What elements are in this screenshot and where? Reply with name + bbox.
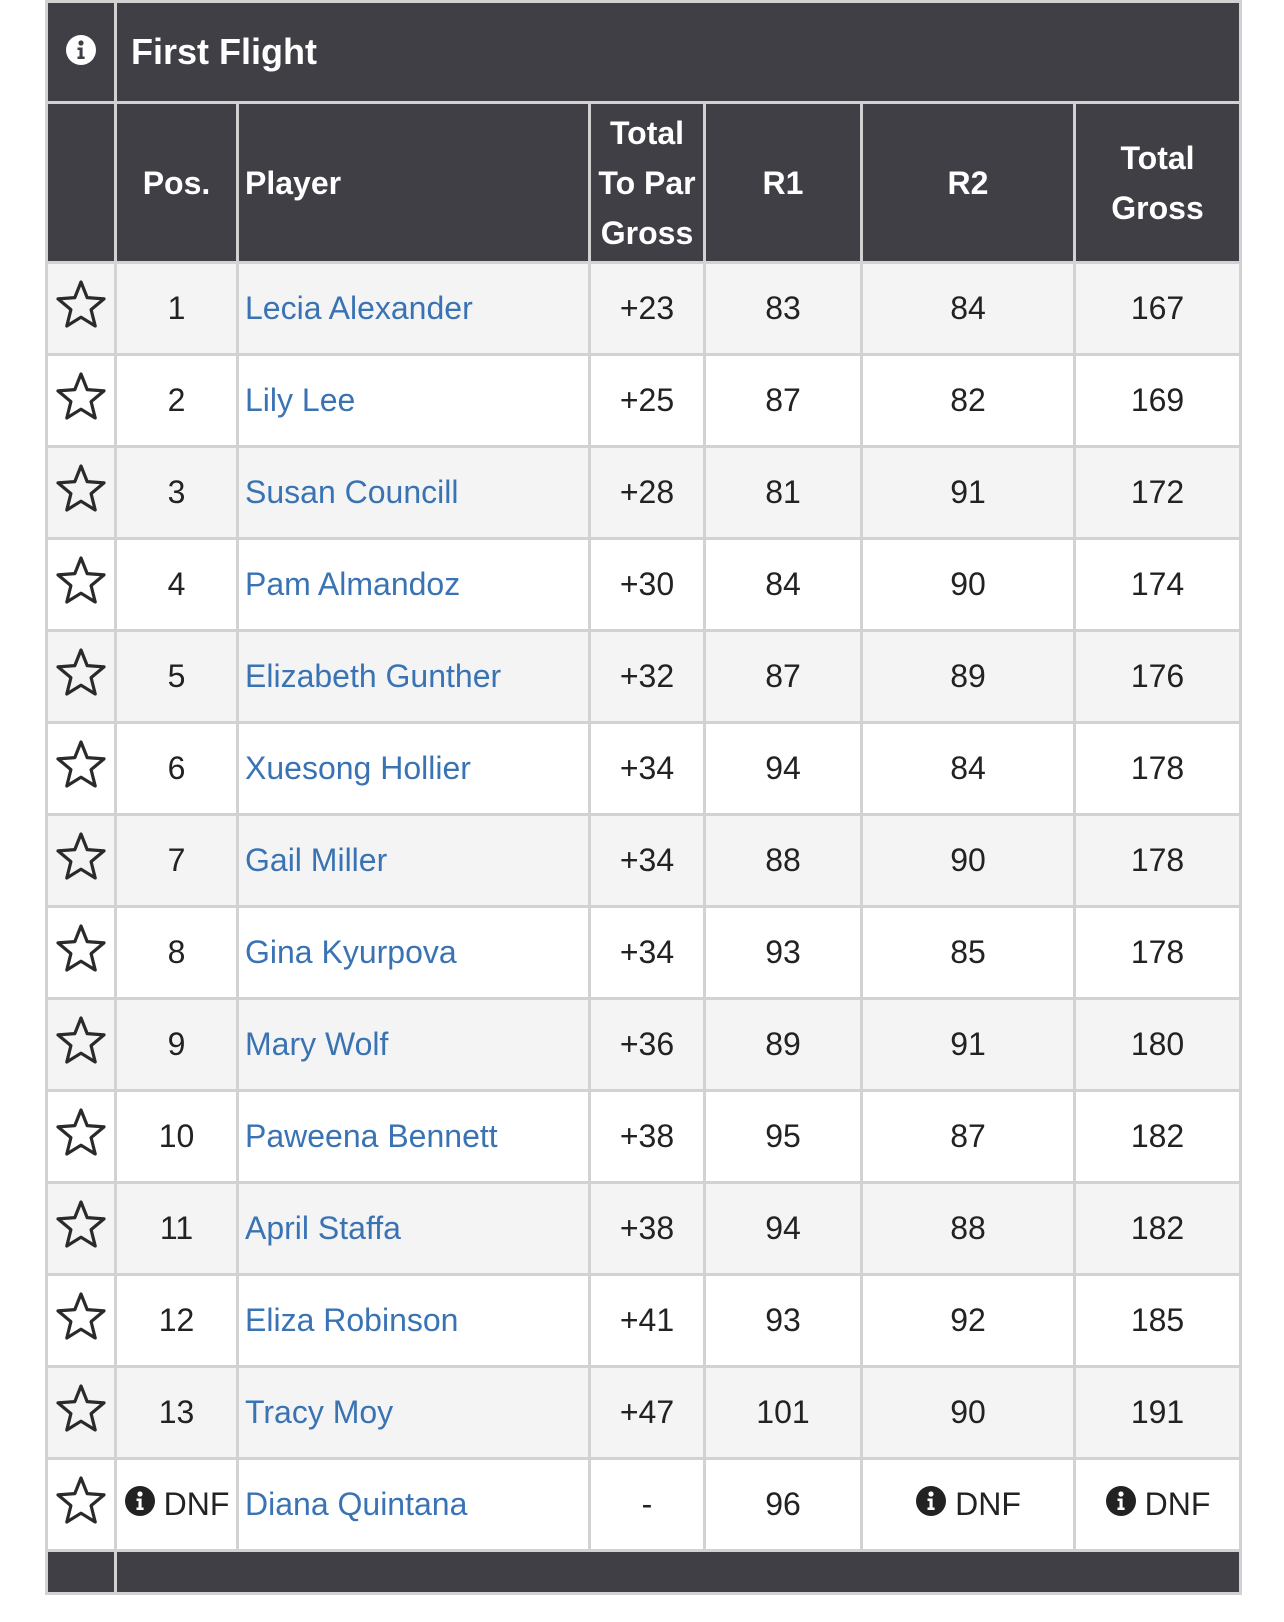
round1-cell: 81 — [705, 447, 862, 539]
dnf-label: DNF — [163, 1486, 230, 1522]
position-cell: 10 — [116, 1091, 238, 1183]
position-cell: 2 — [116, 355, 238, 447]
position-cell: 13 — [116, 1367, 238, 1459]
favorite-cell — [47, 815, 116, 907]
player-cell — [238, 999, 590, 1091]
player-cell — [238, 907, 590, 999]
to-par-cell: +28 — [590, 447, 705, 539]
total-gross-cell — [1075, 1459, 1241, 1551]
player-link[interactable]: Xuesong Hollier — [245, 750, 471, 786]
dnf-status — [1105, 1485, 1211, 1525]
to-par-cell: +34 — [590, 907, 705, 999]
favorite-cell — [47, 1459, 116, 1551]
to-par-cell: +36 — [590, 999, 705, 1091]
round1-cell: 93 — [705, 907, 862, 999]
total-gross-cell: 180 — [1075, 999, 1241, 1091]
star-outline-icon[interactable] — [54, 554, 108, 616]
total-gross-cell: 178 — [1075, 723, 1241, 815]
header-player[interactable]: Player — [238, 103, 590, 263]
to-par-cell: +38 — [590, 1091, 705, 1183]
to-par-cell: +34 — [590, 723, 705, 815]
table-row — [47, 355, 1241, 447]
total-gross-cell: 185 — [1075, 1275, 1241, 1367]
position-cell: 6 — [116, 723, 238, 815]
to-par-cell: +30 — [590, 539, 705, 631]
table-row — [47, 447, 1241, 539]
total-gross-cell: 176 — [1075, 631, 1241, 723]
round2-cell — [862, 1459, 1075, 1551]
star-outline-icon[interactable] — [54, 278, 108, 340]
header-total-gross-line: Gross — [1111, 189, 1204, 226]
table-row — [47, 1275, 1241, 1367]
info-icon[interactable] — [1105, 1485, 1137, 1525]
title-info-cell — [47, 2, 116, 103]
table-row — [47, 1091, 1241, 1183]
round2-cell: 90 — [862, 1367, 1075, 1459]
star-outline-icon[interactable] — [54, 370, 108, 432]
favorite-cell — [47, 1183, 116, 1275]
to-par-cell: +34 — [590, 815, 705, 907]
position-cell: 3 — [116, 447, 238, 539]
round2-cell: 82 — [862, 355, 1075, 447]
header-to-par-line: Gross — [600, 214, 694, 251]
to-par-cell: +41 — [590, 1275, 705, 1367]
star-outline-icon[interactable] — [54, 1106, 108, 1168]
player-link[interactable]: Mary Wolf — [245, 1026, 389, 1062]
round2-cell: 88 — [862, 1183, 1075, 1275]
table-row — [47, 539, 1241, 631]
favorite-cell — [47, 355, 116, 447]
dnf-label: DNF — [955, 1486, 1021, 1522]
round1-cell: 87 — [705, 355, 862, 447]
header-total-gross-line: Total — [1120, 139, 1195, 176]
player-link[interactable]: Elizabeth Gunther — [245, 658, 502, 694]
flight-title: First Flight — [116, 2, 1241, 103]
total-gross-cell: 167 — [1075, 263, 1241, 355]
round2-cell: 90 — [862, 815, 1075, 907]
info-icon[interactable] — [65, 34, 97, 71]
header-favorite — [47, 103, 116, 263]
to-par-cell: +47 — [590, 1367, 705, 1459]
favorite-cell — [47, 723, 116, 815]
header-total-gross[interactable] — [1075, 103, 1241, 263]
star-outline-icon[interactable] — [54, 1290, 108, 1352]
player-link[interactable]: Diana Quintana — [245, 1486, 468, 1522]
star-outline-icon[interactable] — [54, 1474, 108, 1536]
header-r2[interactable]: R2 — [862, 103, 1075, 263]
player-cell — [238, 1459, 590, 1551]
round1-cell: 83 — [705, 263, 862, 355]
player-cell — [238, 1275, 590, 1367]
total-gross-cell: 191 — [1075, 1367, 1241, 1459]
round1-cell: 89 — [705, 999, 862, 1091]
player-link[interactable]: Gail Miller — [245, 842, 388, 878]
total-gross-cell: 172 — [1075, 447, 1241, 539]
favorite-cell — [47, 447, 116, 539]
dnf-status — [124, 1485, 230, 1525]
round2-cell: 84 — [862, 263, 1075, 355]
round1-cell: 101 — [705, 1367, 862, 1459]
position-cell: 9 — [116, 999, 238, 1091]
player-link[interactable]: Pam Almandoz — [245, 566, 461, 602]
favorite-cell — [47, 631, 116, 723]
player-cell — [238, 263, 590, 355]
position-cell: 8 — [116, 907, 238, 999]
dnf-label: DNF — [1144, 1486, 1211, 1522]
header-r1[interactable]: R1 — [705, 103, 862, 263]
total-gross-cell: 182 — [1075, 1183, 1241, 1275]
player-cell — [238, 1183, 590, 1275]
favorite-cell — [47, 263, 116, 355]
table-row — [47, 631, 1241, 723]
header-to-par-line: Total — [609, 114, 685, 151]
round2-cell: 84 — [862, 723, 1075, 815]
header-to-par-line: To Par — [598, 164, 696, 201]
round2-cell: 90 — [862, 539, 1075, 631]
star-outline-icon[interactable] — [54, 462, 108, 524]
table-row — [47, 1459, 1241, 1551]
to-par-cell: +38 — [590, 1183, 705, 1275]
total-gross-cell: 178 — [1075, 815, 1241, 907]
favorite-cell — [47, 539, 116, 631]
round2-cell: 85 — [862, 907, 1075, 999]
round1-cell: 88 — [705, 815, 862, 907]
player-cell — [238, 815, 590, 907]
favorite-cell — [47, 1367, 116, 1459]
star-outline-icon[interactable] — [54, 1014, 108, 1076]
round1-cell: 96 — [705, 1459, 862, 1551]
round1-cell: 94 — [705, 1183, 862, 1275]
flight-title-bar — [47, 2, 1241, 103]
position-cell: 12 — [116, 1275, 238, 1367]
star-outline-icon[interactable] — [54, 922, 108, 984]
favorite-cell — [47, 1091, 116, 1183]
favorite-cell — [47, 999, 116, 1091]
table-row — [47, 263, 1241, 355]
to-par-cell: - — [590, 1459, 705, 1551]
total-gross-cell: 169 — [1075, 355, 1241, 447]
info-icon[interactable] — [124, 1485, 156, 1525]
round1-cell: 87 — [705, 631, 862, 723]
total-gross-cell: 182 — [1075, 1091, 1241, 1183]
position-cell: 11 — [116, 1183, 238, 1275]
total-gross-cell: 178 — [1075, 907, 1241, 999]
round2-cell: 92 — [862, 1275, 1075, 1367]
table-row — [47, 907, 1241, 999]
player-cell — [238, 1091, 590, 1183]
round2-cell: 89 — [862, 631, 1075, 723]
total-gross-cell: 174 — [1075, 539, 1241, 631]
player-cell — [238, 447, 590, 539]
player-cell — [238, 539, 590, 631]
round1-cell: 93 — [705, 1275, 862, 1367]
table-header-row — [47, 103, 1241, 263]
favorite-cell — [47, 907, 116, 999]
to-par-cell: +23 — [590, 263, 705, 355]
player-link[interactable]: Paweena Bennett — [245, 1118, 498, 1154]
next-section-icon-cell — [47, 1551, 116, 1594]
info-icon[interactable] — [915, 1485, 947, 1525]
position-cell: 7 — [116, 815, 238, 907]
table-row — [47, 1367, 1241, 1459]
star-outline-icon[interactable] — [54, 738, 108, 800]
round2-cell: 91 — [862, 999, 1075, 1091]
favorite-cell — [47, 1275, 116, 1367]
round1-cell: 94 — [705, 723, 862, 815]
leaderboard — [45, 0, 1239, 1595]
star-outline-icon[interactable] — [54, 646, 108, 708]
player-cell — [238, 631, 590, 723]
player-link[interactable]: Gina Kyurpova — [245, 934, 457, 970]
star-outline-icon[interactable] — [54, 1382, 108, 1444]
to-par-cell: +25 — [590, 355, 705, 447]
player-link[interactable]: Tracy Moy — [245, 1394, 394, 1430]
player-link[interactable]: April Staffa — [245, 1210, 401, 1246]
round1-cell: 84 — [705, 539, 862, 631]
player-cell — [238, 355, 590, 447]
player-link[interactable]: Eliza Robinson — [245, 1302, 459, 1338]
player-link[interactable]: Lecia Alexander — [245, 290, 473, 326]
leaderboard-table — [45, 0, 1242, 1595]
player-link[interactable]: Lily Lee — [245, 382, 356, 418]
player-link[interactable]: Susan Councill — [245, 474, 459, 510]
player-cell — [238, 723, 590, 815]
player-cell — [238, 1367, 590, 1459]
position-cell: 1 — [116, 263, 238, 355]
position-cell — [116, 1459, 238, 1551]
star-outline-icon[interactable] — [54, 830, 108, 892]
round2-cell: 91 — [862, 447, 1075, 539]
next-section-title-cell — [116, 1551, 1241, 1594]
table-row — [47, 723, 1241, 815]
position-cell: 4 — [116, 539, 238, 631]
header-to-par[interactable] — [590, 103, 705, 263]
dnf-status — [915, 1485, 1021, 1525]
next-section-bar — [47, 1551, 1241, 1594]
round1-cell: 95 — [705, 1091, 862, 1183]
round2-cell: 87 — [862, 1091, 1075, 1183]
table-row — [47, 815, 1241, 907]
star-outline-icon[interactable] — [54, 1198, 108, 1260]
header-pos[interactable]: Pos. — [116, 103, 238, 263]
table-row — [47, 999, 1241, 1091]
to-par-cell: +32 — [590, 631, 705, 723]
table-row — [47, 1183, 1241, 1275]
position-cell: 5 — [116, 631, 238, 723]
